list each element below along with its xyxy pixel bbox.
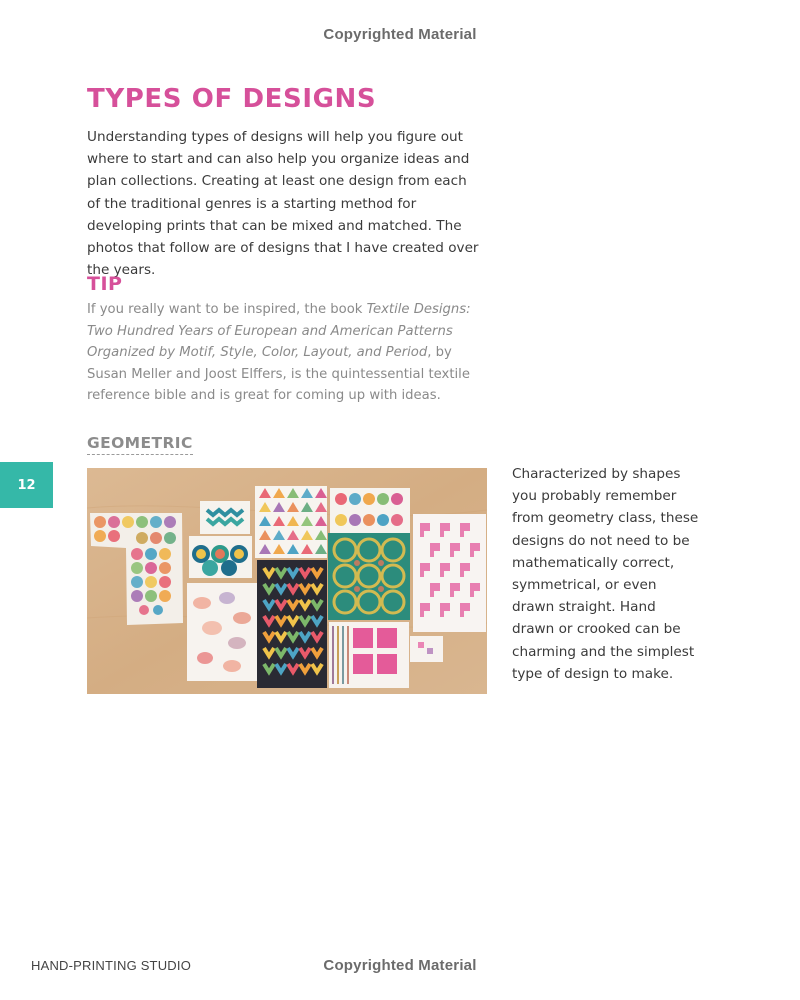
footer-book-title: HAND-PRINTING STUDIO [31,958,191,973]
tip-text-before: If you really want to be inspired, the book [87,302,367,317]
stripe-card [329,622,409,688]
tip-book-title: Textile Designs: Two Hundred Years of European and American Patterns Organized by Motif, Style, Color, Layout, and Period [87,302,471,361]
chevron-card [200,501,250,534]
intro-paragraph: Understanding types of designs will help you figure out where to start and can also help you organize ideas and plan collections. Creating at least one design from each of the traditional genres is a starting method for developing prints that can be mixed and matched. The photos that follow are of designs that I have created over the years. [87,129,479,279]
petal-card [187,583,257,681]
scallop-card [189,536,252,578]
geometric-heading: GEOMETRIC [87,434,193,455]
page-number-tab [0,462,53,508]
page-number: 12 [17,477,36,493]
knit-card [257,560,327,688]
small-card [410,636,443,662]
geometric-designs-photo [87,468,487,694]
section-title: TYPES OF DESIGNS [87,84,377,114]
tip-heading: TIP [87,273,123,295]
tip-text-after: , by Susan Meller and Joost Elffers, is the quintessential textile reference bible and is great for coming up with ideas. [87,345,470,404]
houndstooth-card [413,514,486,632]
copyright-footer: Copyrighted Material [323,957,477,974]
triangles-card [255,486,327,558]
tip-paragraph [87,299,489,407]
copyright-header: Copyrighted Material [323,26,477,43]
lattice-card [328,533,410,620]
octagon-card [330,488,410,533]
geometric-description: Characterized by shapes you probably remember from geometry class, these designs do not need to be mathematically correct, symmetrical, or even drawn straight. Hand drawn or crooked can be charming and the simplest type of design to make. [512,466,699,682]
